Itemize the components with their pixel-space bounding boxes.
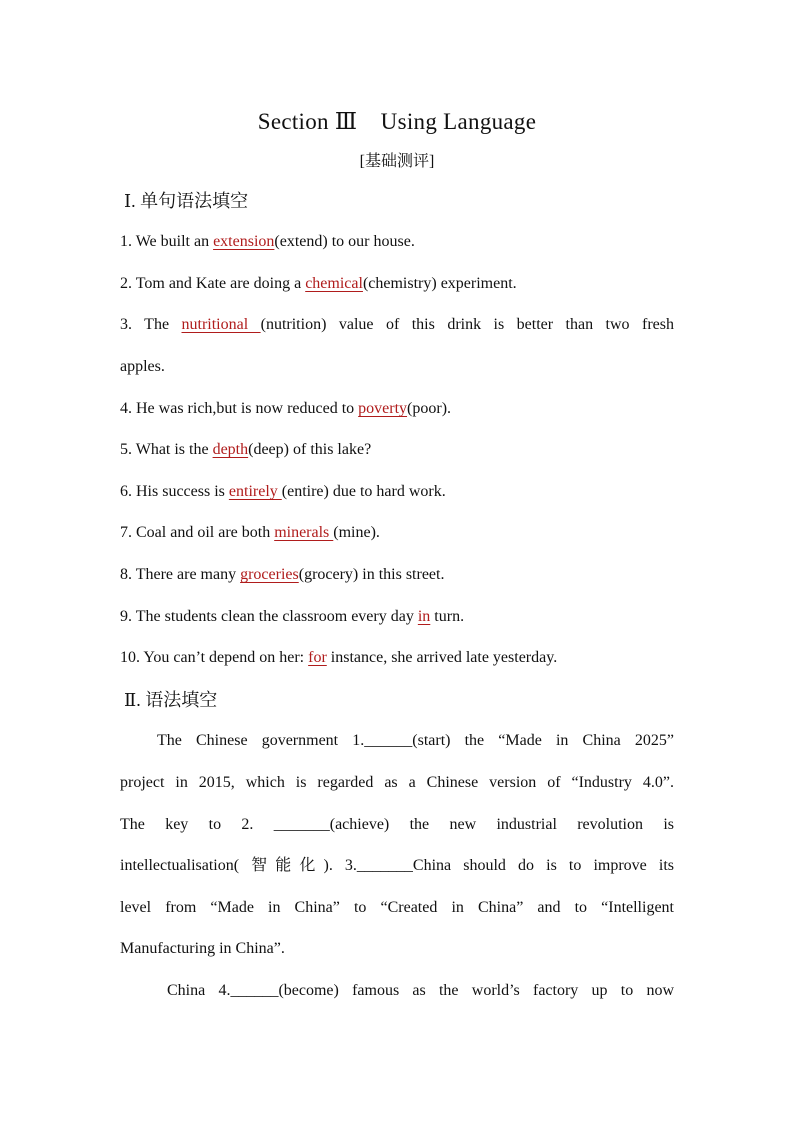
- passage-line: The key to 2. _______(achieve) the new industrial revolution is: [120, 816, 674, 833]
- answer-text: chemical: [305, 275, 363, 292]
- list-item: 6. His success is entirely (entire) due to hard work.: [120, 483, 446, 500]
- list-item: 7. Coal and oil are both minerals (mine).: [120, 524, 380, 541]
- list-item: 4. He was rich,but is now reduced to poverty(poor).: [120, 400, 452, 417]
- list-item: 3. The nutritional (nutrition) value of this drink is better than two fresh: [120, 316, 674, 333]
- passage-line: level from “Made in China” to “Created in China” and to “Intelligent: [120, 899, 674, 916]
- answer-text: for: [308, 649, 327, 666]
- list-item: 5. What is the depth(deep) of this lake?: [120, 441, 372, 458]
- answer-text: groceries: [240, 566, 299, 583]
- part1-heading: Ⅰ. 单句语法填空: [124, 191, 249, 211]
- list-item: 2. Tom and Kate are doing a chemical(chemistry) experiment.: [120, 275, 517, 292]
- part2-heading: Ⅱ. 语法填空: [124, 690, 218, 710]
- passage-line: China 4.______(become) famous as the world’s factory up to now: [167, 982, 674, 999]
- answer-text: poverty: [358, 400, 408, 417]
- list-item: 8. There are many groceries(grocery) in this street.: [120, 566, 445, 583]
- answer-text: minerals: [274, 524, 334, 541]
- list-item-continuation: apples.: [120, 358, 165, 375]
- page-title: Section Ⅲ Using Language: [257, 109, 537, 134]
- passage-line: Manufacturing in China”.: [120, 940, 285, 957]
- answer-text: extension: [213, 233, 275, 250]
- answer-text: in: [417, 608, 431, 625]
- passage-line: intellectualisation( 智能化). 3._______China should do is to improve its: [120, 857, 674, 874]
- list-item: 9. The students clean the classroom every day in turn.: [120, 608, 465, 625]
- answer-text: nutritional: [181, 316, 261, 333]
- passage-line: project in 2015, which is regarded as a Chinese version of “Industry 4.0”.: [120, 774, 674, 791]
- list-item: 10. You can’t depend on her: for instance, she arrived late yesterday.: [120, 649, 558, 666]
- answer-text: depth: [212, 441, 249, 458]
- list-item: 1. We built an extension(extend) to our house.: [120, 233, 415, 250]
- passage-line: The Chinese government 1.______(start) the “Made in China 2025”: [157, 732, 674, 749]
- page-subtitle: [基础测评]: [359, 153, 435, 170]
- answer-text: entirely: [228, 483, 282, 500]
